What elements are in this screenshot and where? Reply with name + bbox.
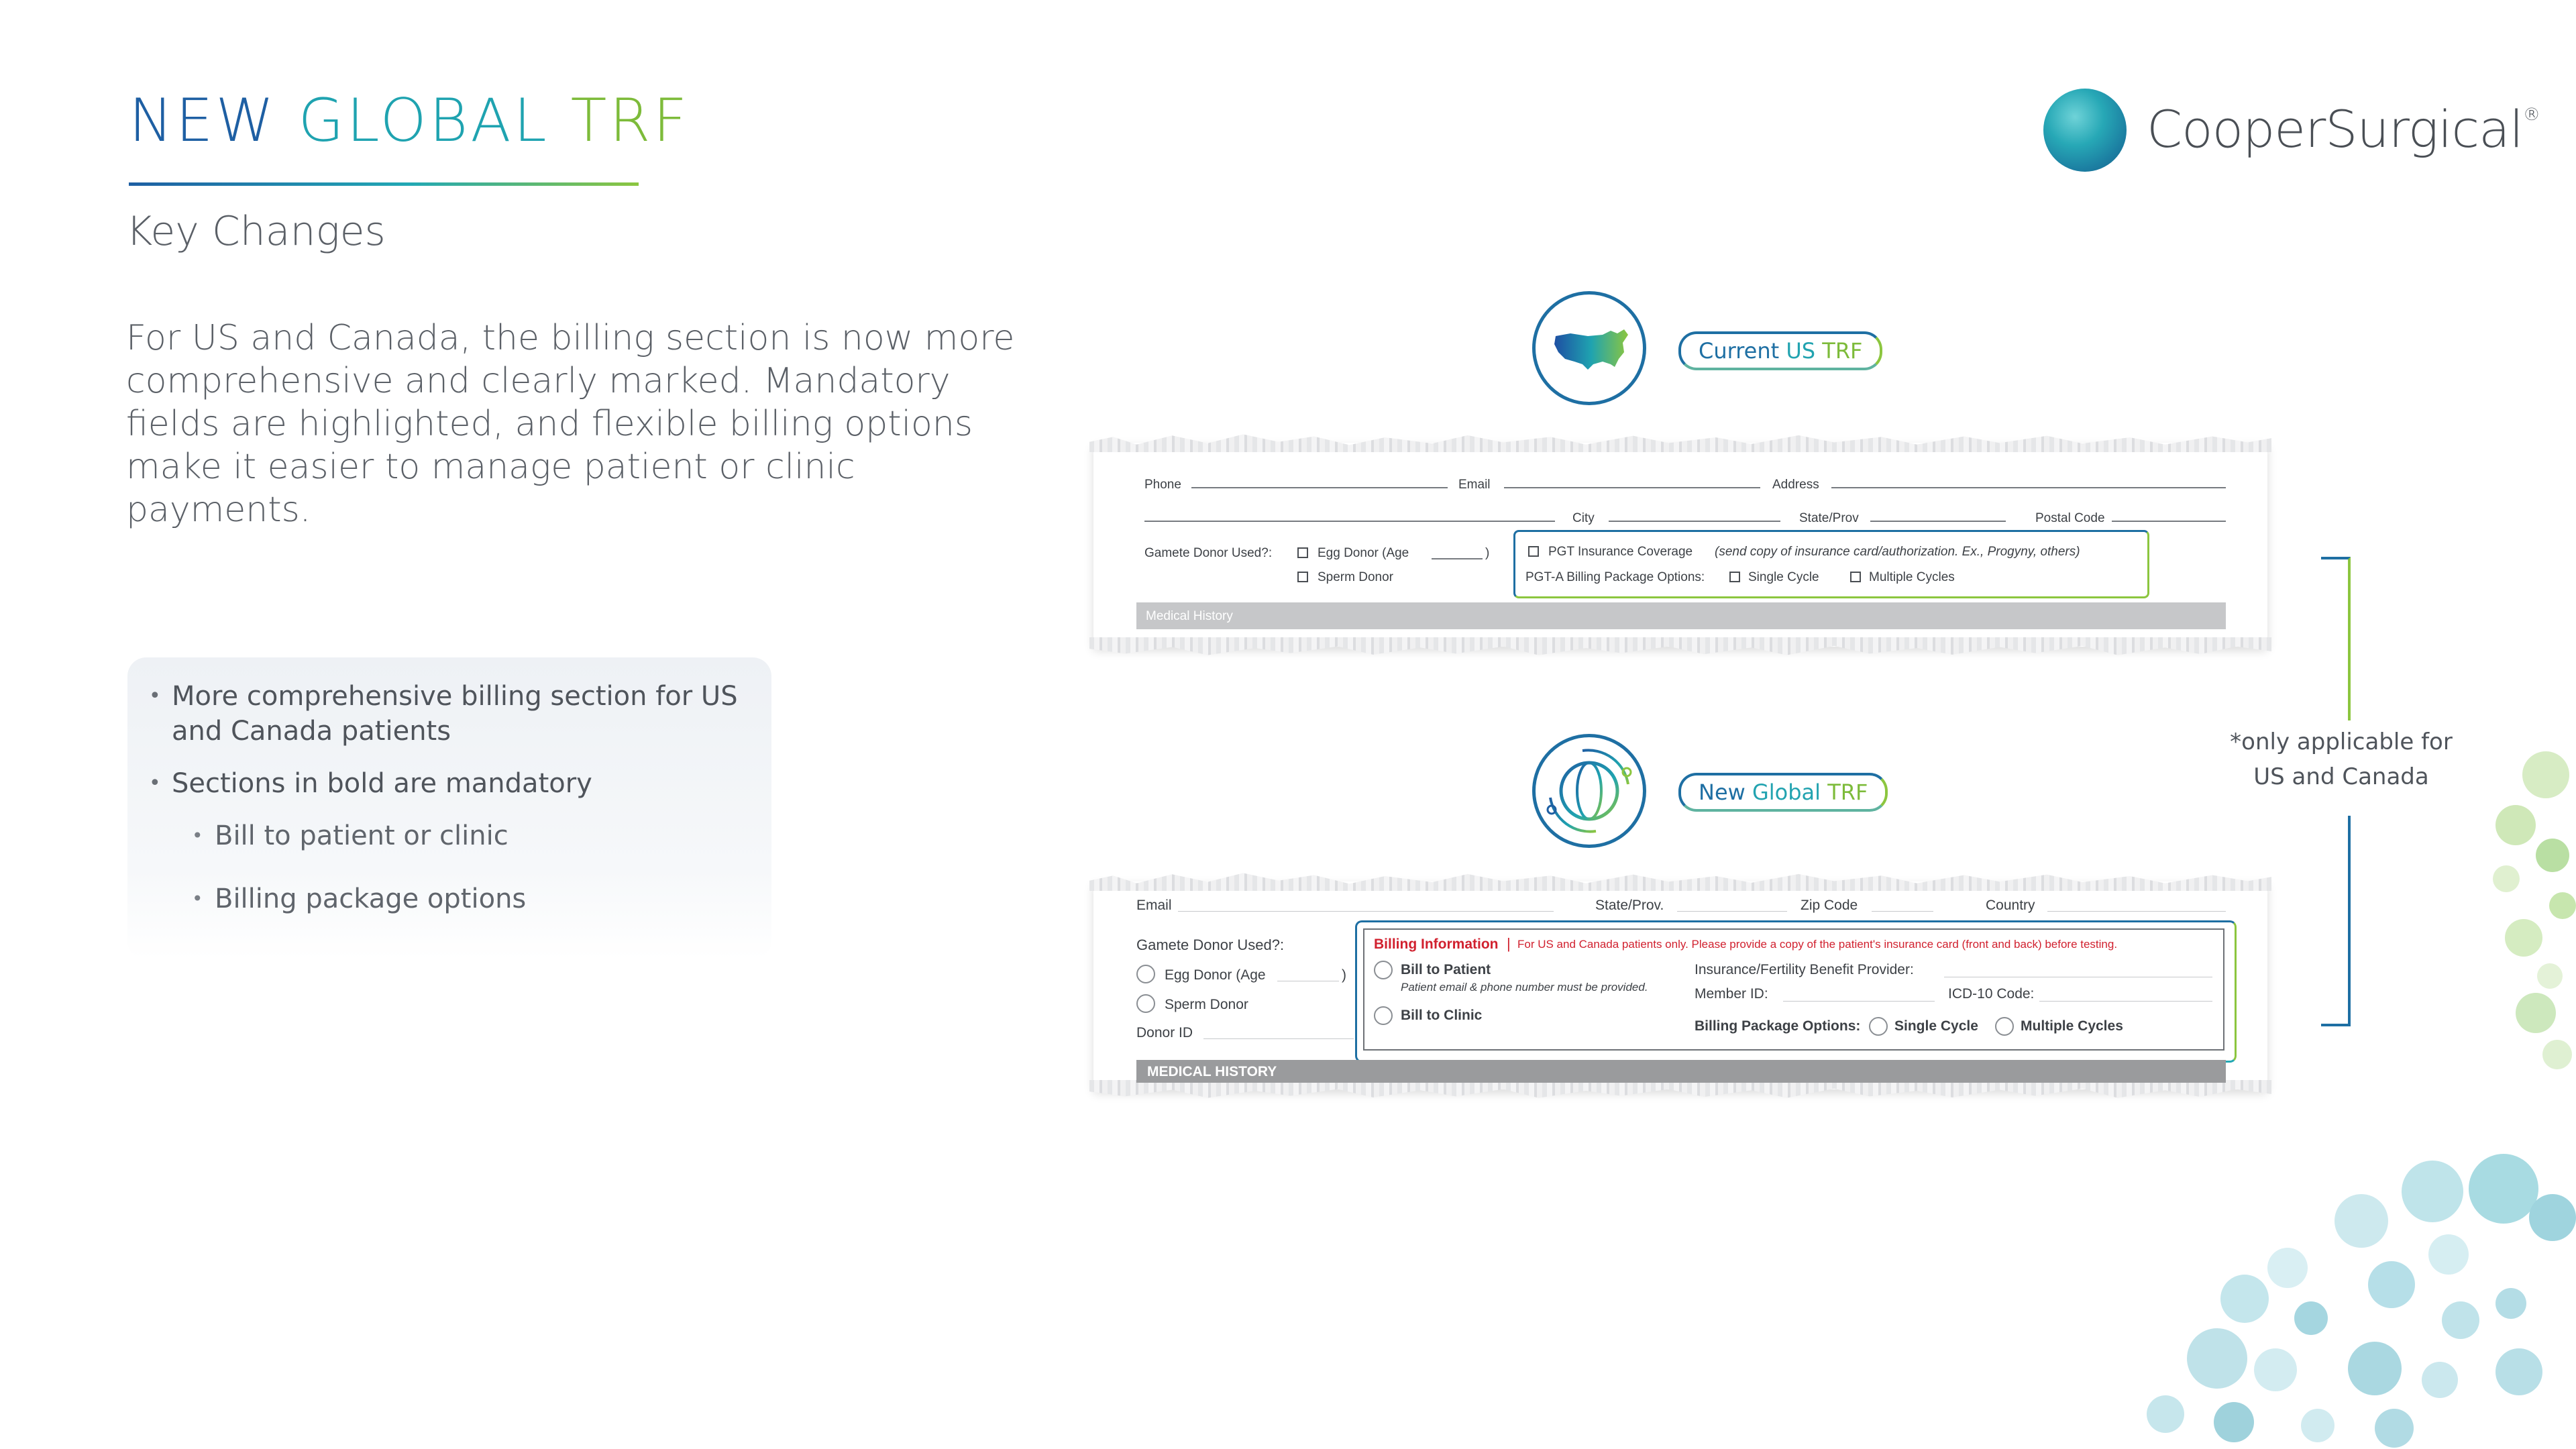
multiple-cycles-label: Multiple Cycles: [2021, 1018, 2123, 1034]
member-id-label: Member ID:: [1695, 986, 1768, 1002]
medical-history-label: Medical History: [1146, 609, 1233, 623]
bubble: [2375, 1409, 2414, 1448]
bubble: [2493, 865, 2520, 892]
email-label: Email: [1458, 478, 1491, 492]
billing-package-label: Billing Package Options:: [1695, 1018, 1861, 1034]
zip-code-label: Zip Code: [1801, 898, 1858, 913]
bubble: [2496, 1288, 2526, 1319]
egg-donor-checkbox[interactable]: [1297, 547, 1308, 558]
registered-mark: ®: [2522, 105, 2540, 125]
torn-edge-bottom: [1089, 1080, 2271, 1106]
torn-edge-bottom: [1089, 637, 2271, 663]
icd10-label: ICD-10 Code:: [1948, 986, 2035, 1002]
bubble: [2294, 1301, 2328, 1335]
bill-to-patient-radio[interactable]: [1374, 961, 1393, 979]
title-word-new: NEW: [129, 86, 277, 155]
pill-word-trf: TRF: [1827, 780, 1868, 805]
postal-code-label: Postal Code: [2035, 511, 2105, 525]
bubble: [2516, 993, 2556, 1033]
email-field[interactable]: [1504, 487, 1760, 488]
bullet-billing-section: • More comprehensive billing section for US and Canada patients: [149, 679, 753, 749]
country-label: Country: [1986, 898, 2035, 913]
multiple-cycles-label: Multiple Cycles: [1869, 570, 1955, 584]
subbullet-bill-to: • Bill to patient or clinic: [192, 818, 753, 853]
postal-code-field[interactable]: [2112, 521, 2226, 522]
bubble: [2348, 1342, 2402, 1395]
billing-information-note: For US and Canada patients only. Please provide a copy of the patient's insurance card (front and back) before testing.: [1517, 938, 2118, 951]
address-field[interactable]: [1831, 487, 2226, 488]
bracket-upper: [2321, 557, 2351, 720]
pill-word-us: US: [1786, 338, 1816, 364]
state-prov-field[interactable]: [1677, 911, 1787, 912]
egg-donor-label: Egg Donor (Age: [1318, 546, 1409, 560]
address-line2-field[interactable]: [1144, 521, 1555, 522]
pill-word-trf: TRF: [1822, 338, 1863, 364]
bubble: [2496, 1348, 2542, 1395]
torn-edge-top: [1089, 865, 2271, 891]
bubble: [2505, 919, 2542, 957]
sperm-donor-label: Sperm Donor: [1165, 997, 1248, 1012]
city-label: City: [1572, 511, 1595, 525]
company-logo-text: [2147, 99, 2540, 159]
bubble: [2368, 1261, 2415, 1308]
new-global-trf-label: [1678, 773, 1888, 812]
egg-donor-radio[interactable]: [1136, 965, 1155, 983]
single-cycle-label: Single Cycle: [1894, 1018, 1978, 1034]
title-word-trf: TRF: [570, 86, 690, 155]
bubble: [2301, 1409, 2334, 1442]
insurance-provider-label: Insurance/Fertility Benefit Provider:: [1695, 962, 1914, 977]
bubble: [2147, 1395, 2184, 1433]
key-changes-list: [149, 679, 753, 916]
state-prov-field[interactable]: [1870, 521, 2006, 522]
pgt-insurance-checkbox[interactable]: [1528, 546, 1539, 557]
donor-id-field[interactable]: [1203, 1038, 1354, 1039]
single-cycle-label: Single Cycle: [1748, 570, 1819, 584]
page-title: [129, 86, 690, 155]
medical-history-bar: [1136, 602, 2226, 629]
gamete-donor-label: Gamete Donor Used?:: [1136, 936, 1285, 953]
state-prov-label: State/Prov.: [1595, 898, 1664, 913]
bill-to-clinic-label: Bill to Clinic: [1401, 1008, 1483, 1023]
address-label: Address: [1772, 478, 1819, 492]
bubble: [2537, 963, 2563, 989]
current-trf-form-excerpt: [1093, 443, 2267, 647]
pgta-billing-label: PGT-A Billing Package Options:: [1525, 570, 1705, 584]
billing-options-highlight: [1513, 530, 2149, 598]
current-us-trf-label: [1678, 331, 1882, 370]
pill-word-current: Current: [1699, 338, 1780, 364]
bubble: [2254, 1348, 2297, 1391]
medical-history-bar: [1136, 1060, 2226, 1083]
multiple-cycles-radio[interactable]: [1995, 1017, 2014, 1036]
subbullet-billing-package: • Billing package options: [192, 881, 753, 916]
billing-title-separator: |: [1507, 935, 1511, 952]
bubble: [2187, 1328, 2247, 1389]
bubble: [2549, 892, 2576, 919]
egg-donor-close-paren: ): [1342, 967, 1346, 983]
bubble: [2214, 1402, 2254, 1442]
bubble: [2402, 1161, 2463, 1222]
us-map-icon: [1532, 291, 1646, 405]
member-id-field[interactable]: [1783, 1001, 1935, 1002]
bubble: [2334, 1194, 2388, 1248]
bubble: [2496, 805, 2536, 845]
pill-word-global: Global: [1752, 780, 1821, 805]
bubble: [2267, 1248, 2308, 1288]
gamete-donor-label: Gamete Donor Used?:: [1144, 546, 1273, 560]
page-subtitle: Key Changes: [126, 208, 386, 255]
phone-label: Phone: [1144, 478, 1181, 492]
bullet-bold-mandatory: • Sections in bold are mandatory: [149, 766, 753, 801]
zip-code-field[interactable]: [1872, 911, 1933, 912]
bubble: [2428, 1234, 2469, 1275]
sperm-donor-label: Sperm Donor: [1318, 570, 1393, 584]
new-trf-form-excerpt: [1093, 881, 2267, 1089]
email-label: Email: [1136, 898, 1172, 913]
bubble: [2220, 1275, 2269, 1323]
single-cycle-radio[interactable]: [1869, 1017, 1888, 1036]
pgt-insurance-note: (send copy of insurance card/authorization. Ex., Progyny, others): [1715, 545, 2080, 559]
billing-information-title: Billing Information: [1374, 936, 1499, 952]
donor-id-label: Donor ID: [1136, 1025, 1193, 1040]
bill-to-patient-label: Bill to Patient: [1401, 962, 1491, 977]
multiple-cycles-checkbox[interactable]: [1850, 572, 1861, 582]
sperm-donor-radio[interactable]: [1136, 994, 1155, 1013]
bubble: [2522, 751, 2569, 798]
city-field[interactable]: [1609, 521, 1780, 522]
torn-edge-top: [1089, 427, 2271, 452]
phone-field[interactable]: [1191, 487, 1448, 488]
coopersurgical-logo-icon: [2043, 89, 2127, 172]
pgt-insurance-label: PGT Insurance Coverage: [1548, 545, 1693, 559]
bubble: [2529, 1194, 2576, 1241]
bubble: [2542, 1040, 2572, 1069]
title-underline: [129, 182, 639, 186]
single-cycle-checkbox[interactable]: [1729, 572, 1740, 582]
logo-wordmark: CooperSurgical: [2147, 99, 2523, 159]
email-field[interactable]: [1178, 911, 1554, 912]
bubble: [2422, 1362, 2458, 1398]
decorative-bubbles: [2120, 724, 2576, 1449]
egg-donor-age-field[interactable]: [1432, 558, 1483, 559]
egg-donor-label: Egg Donor (Age: [1165, 967, 1266, 983]
pill-word-new: New: [1699, 780, 1746, 805]
globe-icon: [1532, 734, 1646, 848]
bill-to-patient-note: Patient email & phone number must be provided.: [1401, 981, 1648, 994]
sperm-donor-checkbox[interactable]: [1297, 572, 1308, 582]
applicability-note: *only applicable for US and Canada: [2230, 729, 2453, 790]
state-prov-label: State/Prov: [1799, 511, 1859, 525]
intro-paragraph: For US and Canada, the billing section is now more comprehensive and clearly marked. Mandatory fields are highlighted, and flexible billing options make it easier to manage patient or clinic payments.: [126, 318, 1015, 530]
bubble: [2442, 1301, 2479, 1339]
bill-to-clinic-radio[interactable]: [1374, 1006, 1393, 1025]
egg-donor-close-paren: ): [1485, 546, 1490, 560]
bubble: [2469, 1154, 2538, 1224]
medical-history-label: MEDICAL HISTORY: [1147, 1064, 1277, 1079]
bubble: [2536, 839, 2569, 872]
title-word-global: GLOBAL: [298, 86, 549, 155]
